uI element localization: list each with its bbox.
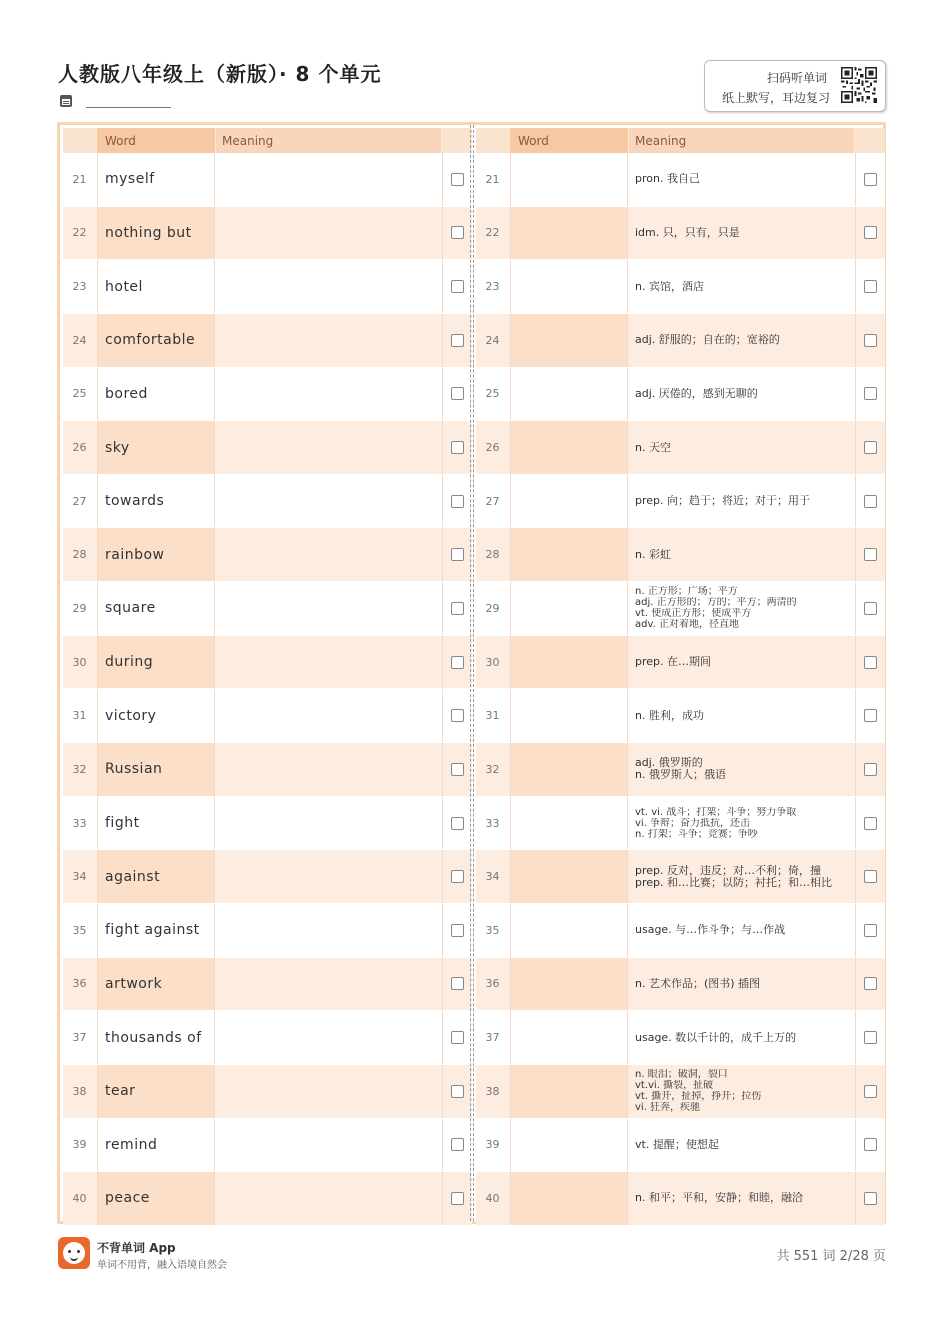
meaning-line: vt. 撕开，扯掉，挣开；拉伤 [635,1091,762,1103]
meaning-blank[interactable] [216,368,441,421]
row-number: 27 [485,494,500,508]
meaning-line: n. 眼泪；破洞，裂口 [635,1069,728,1081]
word-cell: peace [97,1172,215,1225]
check-cell [855,958,885,1011]
table-row [476,582,885,636]
word-blank[interactable] [510,314,628,367]
check-cell [442,207,472,260]
word-blank[interactable] [510,1172,628,1225]
check-cell [855,904,885,957]
table-row [63,153,472,207]
word-cell: hotel [97,260,215,313]
meaning-cell [629,314,854,367]
qr-code-icon[interactable] [841,67,877,103]
meaning-line: n. 彩虹 [635,548,671,561]
checkbox[interactable] [864,495,877,508]
word-cell: thousands of [97,1011,215,1064]
check-cell [855,421,885,474]
meaning-cell [629,153,854,206]
meaning-line: n. 胜利，成功 [635,709,704,722]
meaning-line: vt. vi. 战斗；打架；斗争；努力争取 [635,806,797,818]
meaning-cell [629,1065,854,1118]
row-number: 26 [72,441,87,455]
check-cell [442,958,472,1011]
word-cell: fight [97,797,215,850]
table-row [63,582,472,636]
row-number: 38 [485,1084,500,1098]
check-cell [442,1065,472,1118]
check-cell [442,260,472,313]
footer-slogan: 单词不用背，融入语境自然会 [97,1260,227,1271]
row-number: 30 [485,655,500,669]
check-cell [855,582,885,635]
word-cell: comfortable [97,314,215,367]
table-row [63,636,472,690]
table-row [476,475,885,529]
table-row [476,797,885,851]
table-row [476,153,885,207]
row-number: 33 [485,816,500,830]
meaning-line: n. 俄罗斯人；俄语 [635,769,726,782]
word-blank[interactable] [510,260,628,313]
word-blank[interactable] [510,1119,628,1172]
meaning-line: vt. 使成正方形；使成平方 [635,608,752,620]
row-number: 32 [485,762,500,776]
check-cell [855,1065,885,1118]
table-row [476,636,885,690]
meaning-blank[interactable] [216,797,441,850]
table-row [476,421,885,475]
row-number: 28 [485,548,500,562]
meaning-cell [629,1119,854,1172]
word-blank[interactable] [510,958,628,1011]
checkbox[interactable] [451,441,464,454]
fold-divider [470,125,474,1221]
row-number: 29 [72,601,87,615]
checkbox[interactable] [864,1138,877,1151]
row-number: 35 [485,923,500,937]
name-field [58,93,178,111]
meaning-line: prep. 和…比赛；以防；衬托；和…相比 [635,876,833,889]
word-blank[interactable] [510,368,628,421]
meaning-blank[interactable] [216,1011,441,1064]
check-cell [855,743,885,796]
table-row [63,207,472,261]
word-blank[interactable] [510,1065,628,1118]
check-cell [442,636,472,689]
checkbox[interactable] [864,977,877,990]
table-row [63,904,472,958]
word-cell: towards [97,475,215,528]
row-number: 36 [72,977,87,991]
word-column-header: Word [105,134,136,148]
meaning-cell [629,958,854,1011]
meaning-line: n. 和平；平和，安静；和睦，融洽 [635,1192,803,1205]
check-cell [442,1172,472,1225]
row-number: 25 [485,387,500,401]
table-row [63,421,472,475]
check-cell [442,528,472,581]
meaning-blank[interactable] [216,689,441,742]
table-row [63,689,472,743]
check-cell [855,153,885,206]
check-cell [442,475,472,528]
row-number: 38 [72,1084,87,1098]
check-cell [855,475,885,528]
checkbox[interactable] [864,280,877,293]
check-cell [442,743,472,796]
row-number: 21 [485,172,500,186]
checkbox[interactable] [451,387,464,400]
check-cell [855,797,885,850]
checkbox[interactable] [864,656,877,669]
word-cell: victory [97,689,215,742]
meaning-blank[interactable] [216,1172,441,1225]
checkbox[interactable] [451,924,464,937]
checkbox[interactable] [864,924,877,937]
qr-caption-2: 纸上默写，耳边复习 [721,91,830,105]
table-row [476,1011,885,1065]
checkbox[interactable] [451,1138,464,1151]
checkbox[interactable] [864,387,877,400]
check-cell [442,1011,472,1064]
right-rows [476,153,885,1226]
word-blank[interactable] [510,904,628,957]
checkbox[interactable] [451,1192,464,1205]
checkbox[interactable] [451,602,464,615]
row-number: 35 [72,923,87,937]
table-row [63,1172,472,1226]
check-cell [442,368,472,421]
check-cell [442,1119,472,1172]
meaning-line: usage. 数以千计的，成千上万的 [635,1031,797,1044]
meaning-cell [629,689,854,742]
meaning-cell [629,743,854,796]
word-blank[interactable] [510,636,628,689]
word-cell: fight against [97,904,215,957]
word-blank[interactable] [510,1011,628,1064]
checkbox[interactable] [864,1031,877,1044]
checkbox[interactable] [451,817,464,830]
table-row [476,368,885,422]
table-row [476,260,885,314]
check-cell [442,850,472,903]
table-row [476,1065,885,1119]
row-number: 25 [72,387,87,401]
check-cell [442,797,472,850]
meaning-line: adj. 俄罗斯的 [635,757,703,770]
row-number: 23 [72,280,87,294]
row-number: 37 [485,1031,500,1045]
meaning-cell [629,528,854,581]
row-number: 33 [72,816,87,830]
checkbox[interactable] [864,602,877,615]
row-number: 34 [72,870,87,884]
table-row [476,850,885,904]
word-cell: remind [97,1119,215,1172]
row-number: 24 [485,333,500,347]
meaning-blank[interactable] [216,850,441,903]
word-cell: tear [97,1065,215,1118]
left-rows [63,153,472,1226]
table-row [63,743,472,797]
table-row [476,689,885,743]
row-number: 23 [485,280,500,294]
qr-caption-1: 扫码听单词 [766,71,827,85]
meaning-line: vt. 提醒；使想起 [635,1138,719,1151]
table-row [63,850,472,904]
meaning-blank[interactable] [216,528,441,581]
meaning-blank[interactable] [216,1065,441,1118]
check-cell [855,1119,885,1172]
row-number: 32 [72,762,87,776]
checkbox[interactable] [864,1085,877,1098]
row-number: 39 [72,1138,87,1152]
checkbox[interactable] [864,870,877,883]
word-blank[interactable] [510,207,628,260]
check-cell [442,314,472,367]
meaning-cell [629,582,854,635]
table-row [63,260,472,314]
word-cell: myself [97,153,215,206]
meaning-blank[interactable] [216,207,441,260]
meaning-line: n. 正方形；广场；平方 [635,586,738,598]
meaning-line: adj. 厌倦的，感到无聊的 [635,387,758,400]
row-number: 24 [72,333,87,347]
word-cell: artwork [97,958,215,1011]
checkbox[interactable] [864,817,877,830]
check-cell [855,260,885,313]
table-row [476,528,885,582]
qr-panel[interactable] [704,60,886,112]
row-number: 22 [72,226,87,240]
table-row [63,958,472,1012]
meaning-cell [629,850,854,903]
check-cell [855,368,885,421]
table-row [63,368,472,422]
meaning-line: adv. 正对着地，径直地 [635,619,739,631]
check-cell [855,314,885,367]
row-number: 26 [485,441,500,455]
meaning-blank[interactable] [216,904,441,957]
word-blank[interactable] [510,475,628,528]
right-header [476,128,885,153]
meaning-line: prep. 在…期间 [635,656,712,669]
meaning-blank[interactable] [216,958,441,1011]
word-blank[interactable] [510,689,628,742]
checkbox[interactable] [864,226,877,239]
meaning-cell [629,1011,854,1064]
checkbox[interactable] [451,1031,464,1044]
meaning-blank[interactable] [216,636,441,689]
checkbox[interactable] [451,870,464,883]
meaning-cell [629,421,854,474]
meaning-column-header: Meaning [635,134,687,148]
word-blank[interactable] [510,850,628,903]
row-number: 21 [72,172,87,186]
check-cell [855,528,885,581]
meaning-line: idm. 只，只有，只是 [635,226,740,239]
word-blank[interactable] [510,582,628,635]
row-number: 28 [72,548,87,562]
meaning-line: n. 宾馆，酒店 [635,280,704,293]
check-cell [442,421,472,474]
checkbox[interactable] [864,1192,877,1205]
meaning-blank[interactable] [216,153,441,206]
row-number: 31 [485,709,500,723]
check-cell [855,1172,885,1225]
check-cell [442,153,472,206]
checkbox[interactable] [864,173,877,186]
word-cell: sky [97,421,215,474]
dictation-sheet [57,122,886,1224]
table-row [63,475,472,529]
word-cell: against [97,850,215,903]
row-number: 36 [485,977,500,991]
row-number: 29 [485,601,500,615]
checkbox[interactable] [451,709,464,722]
meaning-line: pron. 我自己 [635,173,700,186]
row-number: 31 [72,709,87,723]
check-cell [442,689,472,742]
meaning-cell [629,475,854,528]
table-row [476,958,885,1012]
meaning-blank[interactable] [216,582,441,635]
checkbox[interactable] [451,173,464,186]
table-row [63,314,472,368]
word-blank[interactable] [510,421,628,474]
checkbox[interactable] [451,334,464,347]
row-number: 39 [485,1138,500,1152]
footer-app-name: 不背单词 App [97,1241,176,1255]
meaning-blank[interactable] [216,260,441,313]
checkbox[interactable] [451,977,464,990]
meaning-cell [629,636,854,689]
word-cell: during [97,636,215,689]
word-cell: square [97,582,215,635]
word-column-header: Word [518,134,549,148]
row-number: 30 [72,655,87,669]
meaning-line: n. 艺术作品；(图书) 插图 [635,977,761,990]
check-cell [855,850,885,903]
meaning-column-header: Meaning [222,134,274,148]
word-blank[interactable] [510,743,628,796]
right-panel [476,128,885,1221]
meaning-line: vi. 狂奔，疾驰 [635,1102,701,1114]
table-row [63,1119,472,1173]
checkbox[interactable] [864,441,877,454]
table-row [63,528,472,582]
meaning-line: vi. 争辩；奋力抵抗，还击 [635,817,751,829]
meaning-blank[interactable] [216,743,441,796]
row-number: 22 [485,226,500,240]
meaning-blank[interactable] [216,421,441,474]
row-number: 37 [72,1031,87,1045]
meaning-cell [629,260,854,313]
page-title: 人教版八年级上（新版）· 8 个单元 [58,62,382,86]
check-cell [442,582,472,635]
meaning-cell [629,797,854,850]
word-cell: bored [97,368,215,421]
check-cell [855,636,885,689]
checkbox[interactable] [451,1085,464,1098]
meaning-line: prep. 向；趋于；将近；对于；用于 [635,495,811,508]
row-number: 27 [72,494,87,508]
table-row [476,1172,885,1226]
word-cell: Russian [97,743,215,796]
row-number: 40 [72,1191,87,1205]
table-row [476,904,885,958]
word-blank[interactable] [510,153,628,206]
checkbox[interactable] [451,226,464,239]
checkbox[interactable] [864,548,877,561]
checkbox[interactable] [864,334,877,347]
meaning-blank[interactable] [216,1119,441,1172]
row-number: 40 [485,1191,500,1205]
meaning-line: n. 打架；斗争；竞赛；争吵 [635,828,758,840]
table-row [63,797,472,851]
meaning-cell [629,368,854,421]
word-cell: rainbow [97,528,215,581]
meaning-blank[interactable] [216,475,441,528]
word-blank[interactable] [510,797,628,850]
check-cell [855,207,885,260]
meaning-line: vt.vi. 撕裂，扯破 [635,1080,714,1092]
checkbox[interactable] [451,495,464,508]
meaning-line: usage. 与…作斗争；与…作战 [635,924,786,937]
table-row [476,1119,885,1173]
meaning-line: adj. 正方形的；方的；平方；两清的 [635,597,797,609]
table-row [476,207,885,261]
word-blank[interactable] [510,528,628,581]
app-logo-icon [58,1237,90,1269]
checkbox[interactable] [864,709,877,722]
check-cell [855,1011,885,1064]
left-header [63,128,472,153]
meaning-line: prep. 反对，违反；对…不利；倚，撞 [635,864,822,877]
table-row [63,1065,472,1119]
table-row [476,314,885,368]
checkbox[interactable] [451,656,464,669]
checkbox[interactable] [451,763,464,776]
row-number: 34 [485,870,500,884]
page-info: 共 551 词 2/28 页 [776,1249,886,1264]
name-underline [86,107,171,108]
check-cell [855,689,885,742]
meaning-cell [629,207,854,260]
meaning-cell [629,904,854,957]
meaning-blank[interactable] [216,314,441,367]
meaning-line: adj. 舒服的；自在的；宽裕的 [635,334,780,347]
checkbox[interactable] [451,548,464,561]
checkbox[interactable] [451,280,464,293]
check-cell [442,904,472,957]
left-panel [63,128,472,1221]
meaning-line: n. 天空 [635,441,671,454]
checkbox[interactable] [864,763,877,776]
table-row [476,743,885,797]
meaning-cell [629,1172,854,1225]
word-cell: nothing but [97,207,215,260]
table-row [63,1011,472,1065]
calendar-icon [60,95,72,107]
